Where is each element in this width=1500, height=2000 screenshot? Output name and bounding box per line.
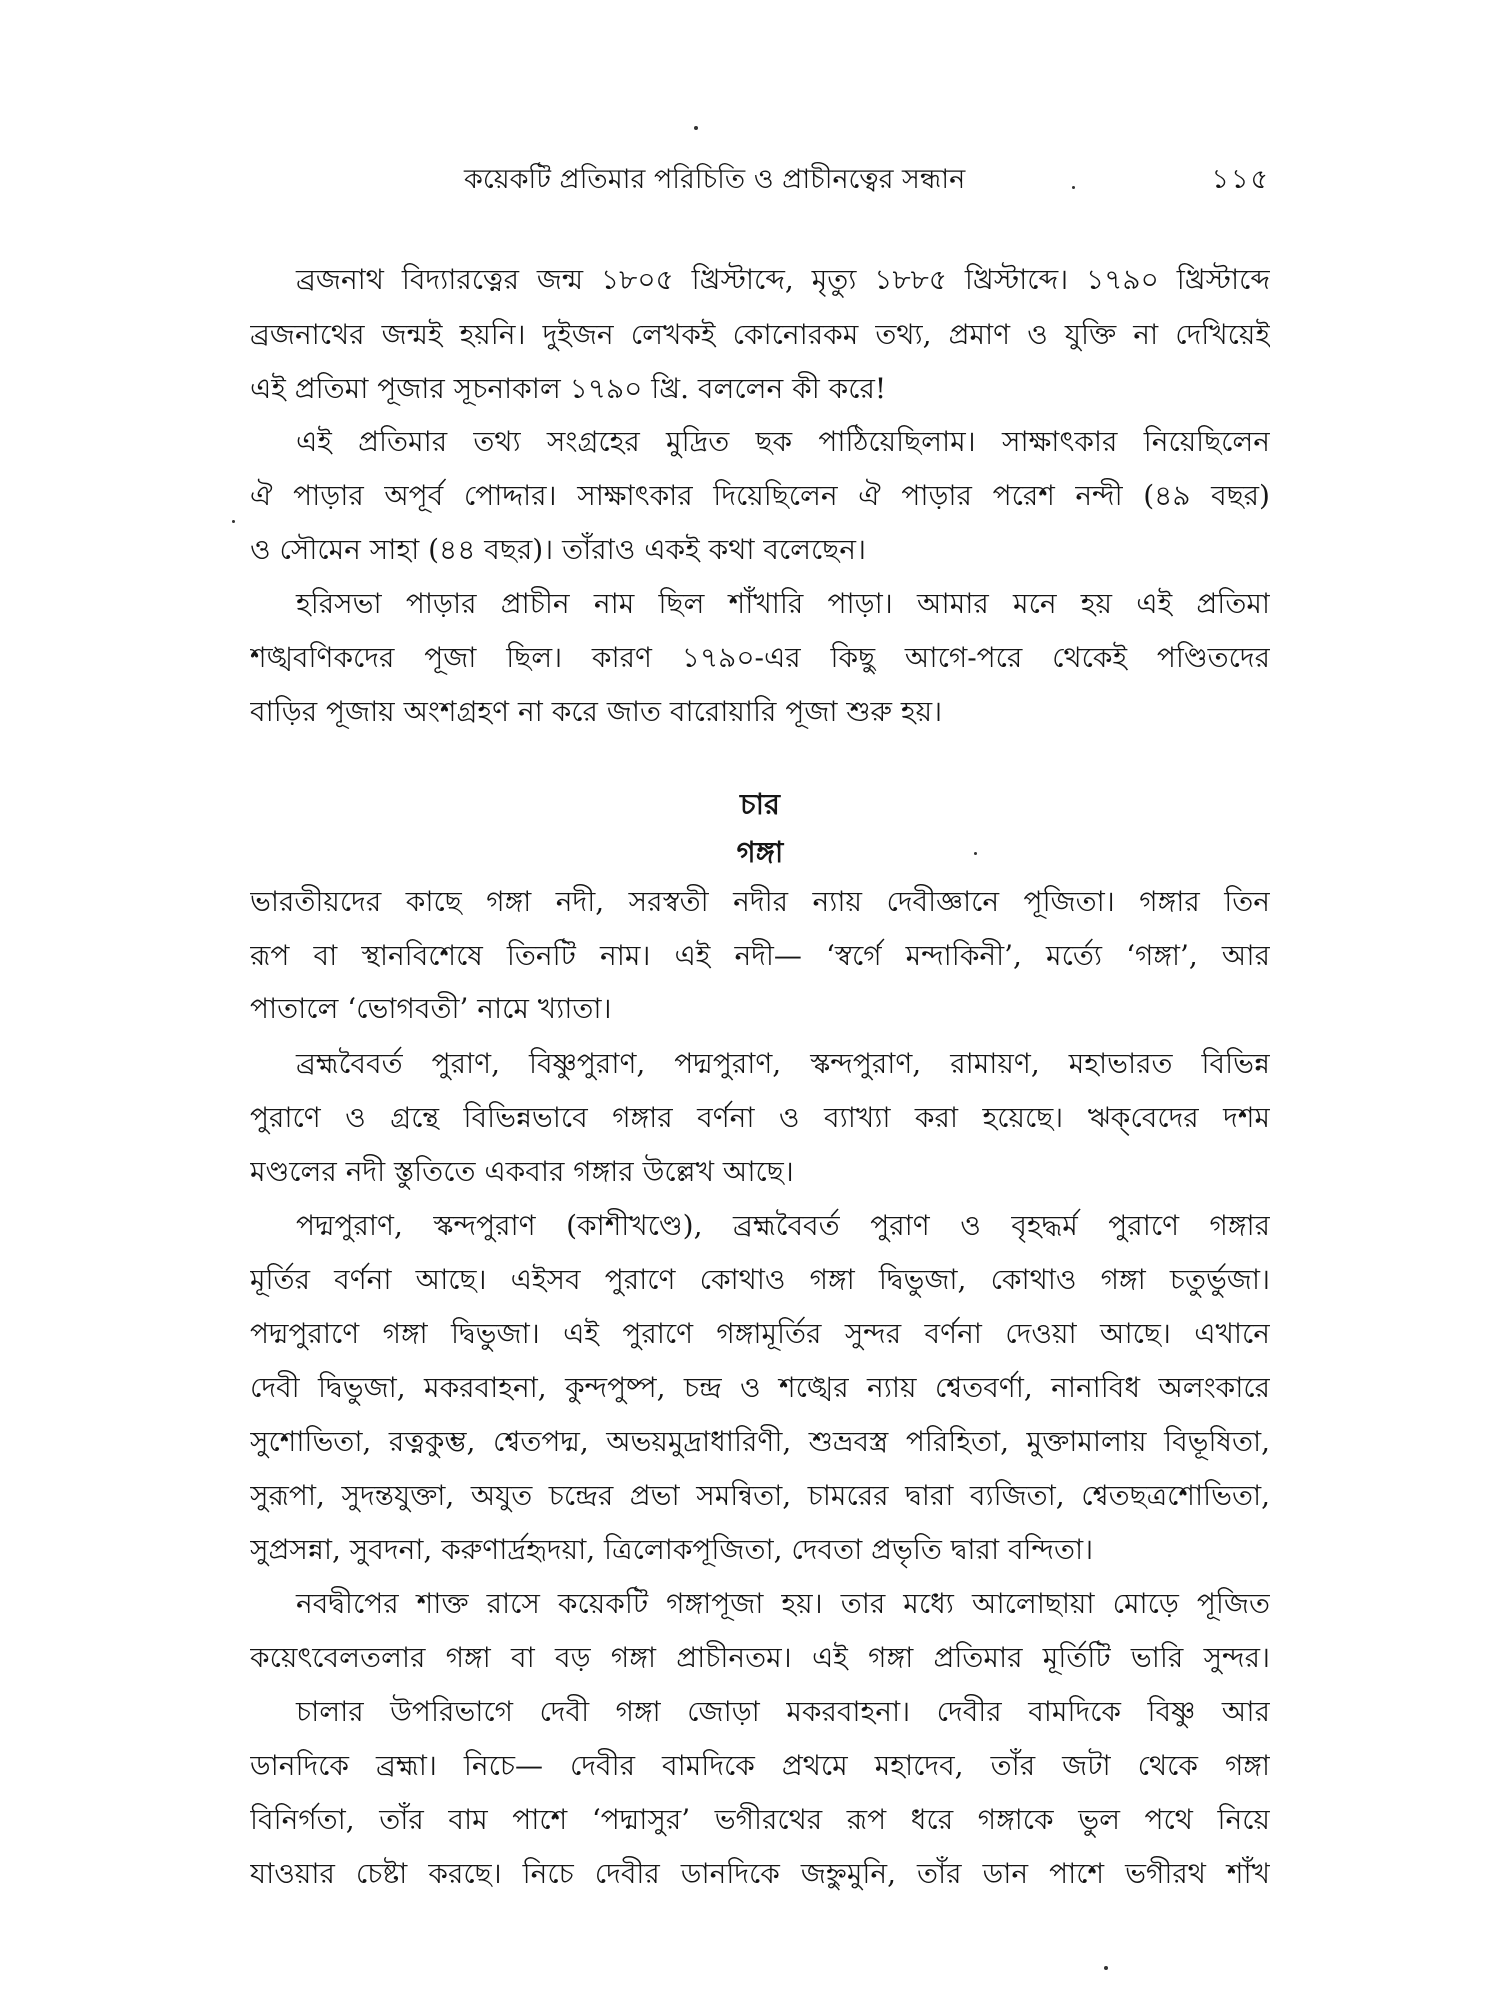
print-speck: [1104, 1966, 1108, 1970]
text-line: রূপ বা স্থানবিশেষে তিনটি নাম। এই নদী— ‘স্বর্গে মন্দাকিনী’, মর্ত্যে ‘গঙ্গা’, আর: [250, 939, 1270, 972]
text-line: মণ্ডলের নদী স্তুতিতে একবার গঙ্গার উল্লেখ আছে।: [250, 1155, 794, 1188]
text-line: কয়েৎবেলতলার গঙ্গা বা বড় গঙ্গা প্রাচীনতম। এই গঙ্গা প্রতিমার মূর্তিটি ভারি সুন্দর।: [250, 1641, 1270, 1674]
text-line: মূর্তির বর্ণনা আছে। এইসব পুরাণে কোথাও গঙ্গা দ্বিভুজা, কোথাও গঙ্গা চতুর্ভুজা।: [250, 1263, 1270, 1296]
text-line: সুরূপা, সুদন্তযুক্তা, অযুত চন্দ্রের প্রভা সমন্বিতা, চামরের দ্বারা ব্যজিতা, শ্বেতছত্রশোভিতা,: [250, 1479, 1270, 1512]
text-line: ডানদিকে ব্রহ্মা। নিচে— দেবীর বামদিকে প্রথমে মহাদেব, তাঁর জটা থেকে গঙ্গা: [250, 1749, 1270, 1782]
text-line: পদ্মপুরাণে গঙ্গা দ্বিভুজা। এই পুরাণে গঙ্গামূর্তির সুন্দর বর্ণনা দেওয়া আছে। এখানে: [250, 1317, 1270, 1350]
text-line: এই প্রতিমার তথ্য সংগ্রহের মুদ্রিত ছক পাঠিয়েছিলাম। সাক্ষাৎকার নিয়েছিলেন: [296, 425, 1270, 458]
text-line: ঐ পাড়ার অপূর্ব পোদ্দার। সাক্ষাৎকার দিয়েছিলেন ঐ পাড়ার পরেশ নন্দী (৪৯ বছর): [250, 479, 1270, 512]
text-line: যাওয়ার চেষ্টা করছে। নিচে দেবীর ডানদিকে জহ্নুমুনি, তাঁর ডান পাশে ভগীরথ শাঁখ: [250, 1857, 1270, 1890]
section-number-heading: চার: [739, 787, 780, 821]
text-line: ব্রজনাথ বিদ্যারত্নের জন্ম ১৮০৫ খ্রিস্টাব্দে, মৃত্যু ১৮৮৫ খ্রিস্টাব্দে। ১৭৯০ খ্রিস্টাব্দে: [296, 263, 1270, 296]
print-speck: [694, 126, 698, 130]
text-line: হরিসভা পাড়ার প্রাচীন নাম ছিল শাঁখারি পাড়া। আমার মনে হয় এই প্রতিমা: [296, 587, 1270, 620]
running-header-title: কয়েকটি প্রতিমার পরিচিতি ও প্রাচীনত্বের সন্ধান: [464, 164, 966, 195]
text-line: এই প্রতিমা পূজার সূচনাকাল ১৭৯০ খ্রি. বললেন কী করে!: [250, 372, 887, 405]
text-line: পাতালে ‘ভোগবতী’ নামে খ্যাতা।: [250, 992, 612, 1025]
page-number: ১১৫: [1211, 164, 1270, 195]
text-line: বাড়ির পূজায় অংশগ্রহণ না করে জাত বারোয়ারি পূজা শুরু হয়।: [250, 695, 943, 728]
print-speck: [232, 520, 235, 523]
text-line: পদ্মপুরাণ, স্কন্দপুরাণ (কাশীখণ্ডে), ব্রহ্মবৈবর্ত পুরাণ ও বৃহদ্ধর্ম পুরাণে গঙ্গার: [296, 1209, 1270, 1242]
text-line: ব্রহ্মবৈবর্ত পুরাণ, বিষ্ণুপুরাণ, পদ্মপুরাণ, স্কন্দপুরাণ, রামায়ণ, মহাভারত বিভিন্ন: [296, 1047, 1270, 1080]
text-line: পুরাণে ও গ্রন্থে বিভিন্নভাবে গঙ্গার বর্ণনা ও ব্যাখ্যা করা হয়েছে। ঋক্‌বেদের দশম: [250, 1101, 1270, 1134]
text-line: বিনির্গতা, তাঁর বাম পাশে ‘পদ্মাসুর’ ভগীরথের রূপ ধরে গঙ্গাকে ভুল পথে নিয়ে: [250, 1803, 1270, 1836]
text-line: ও সৌমেন সাহা (৪৪ বছর)। তাঁরাও একই কথা বলেছেন।: [250, 533, 866, 566]
text-line: সুশোভিতা, রত্নকুম্ভ, শ্বেতপদ্ম, অভয়মুদ্রাধারিণী, শুভ্রবস্ত্র পরিহিতা, মুক্তামালায় বিভূষিতা,: [250, 1425, 1270, 1458]
section-title: গঙ্গা: [736, 835, 784, 869]
text-line: শঙ্খবণিকদের পূজা ছিল। কারণ ১৭৯০-এর কিছু আগে-পরে থেকেই পণ্ডিতদের: [250, 641, 1270, 674]
text-line: চালার উপরিভাগে দেবী গঙ্গা জোড়া মকরবাহনা। দেবীর বামদিকে বিষ্ণু আর: [296, 1695, 1270, 1728]
text-line: দেবী দ্বিভুজা, মকরবাহনা, কুন্দপুষ্প, চন্দ্র ও শঙ্খের ন্যায় শ্বেতবর্ণা, নানাবিধ অলংকারে: [250, 1371, 1270, 1404]
running-header: [250, 158, 1270, 202]
text-line: নবদ্বীপের শাক্ত রাসে কয়েকটি গঙ্গাপূজা হয়। তার মধ্যে আলোছায়া মোড়ে পূজিত: [296, 1587, 1270, 1620]
text-line: সুপ্রসন্না, সুবদনা, করুণার্দ্রহৃদয়া, ত্রিলোকপূজিতা, দেবতা প্রভৃতি দ্বারা বন্দিতা।: [250, 1533, 1094, 1566]
text-line: ব্রজনাথের জন্মই হয়নি। দুইজন লেখকই কোনোরকম তথ্য, প্রমাণ ও যুক্তি না দেখিয়েই: [250, 318, 1270, 351]
text-line: ভারতীয়দের কাছে গঙ্গা নদী, সরস্বতী নদীর ন্যায় দেবীজ্ঞানে পূজিতা। গঙ্গার তিন: [250, 885, 1270, 918]
